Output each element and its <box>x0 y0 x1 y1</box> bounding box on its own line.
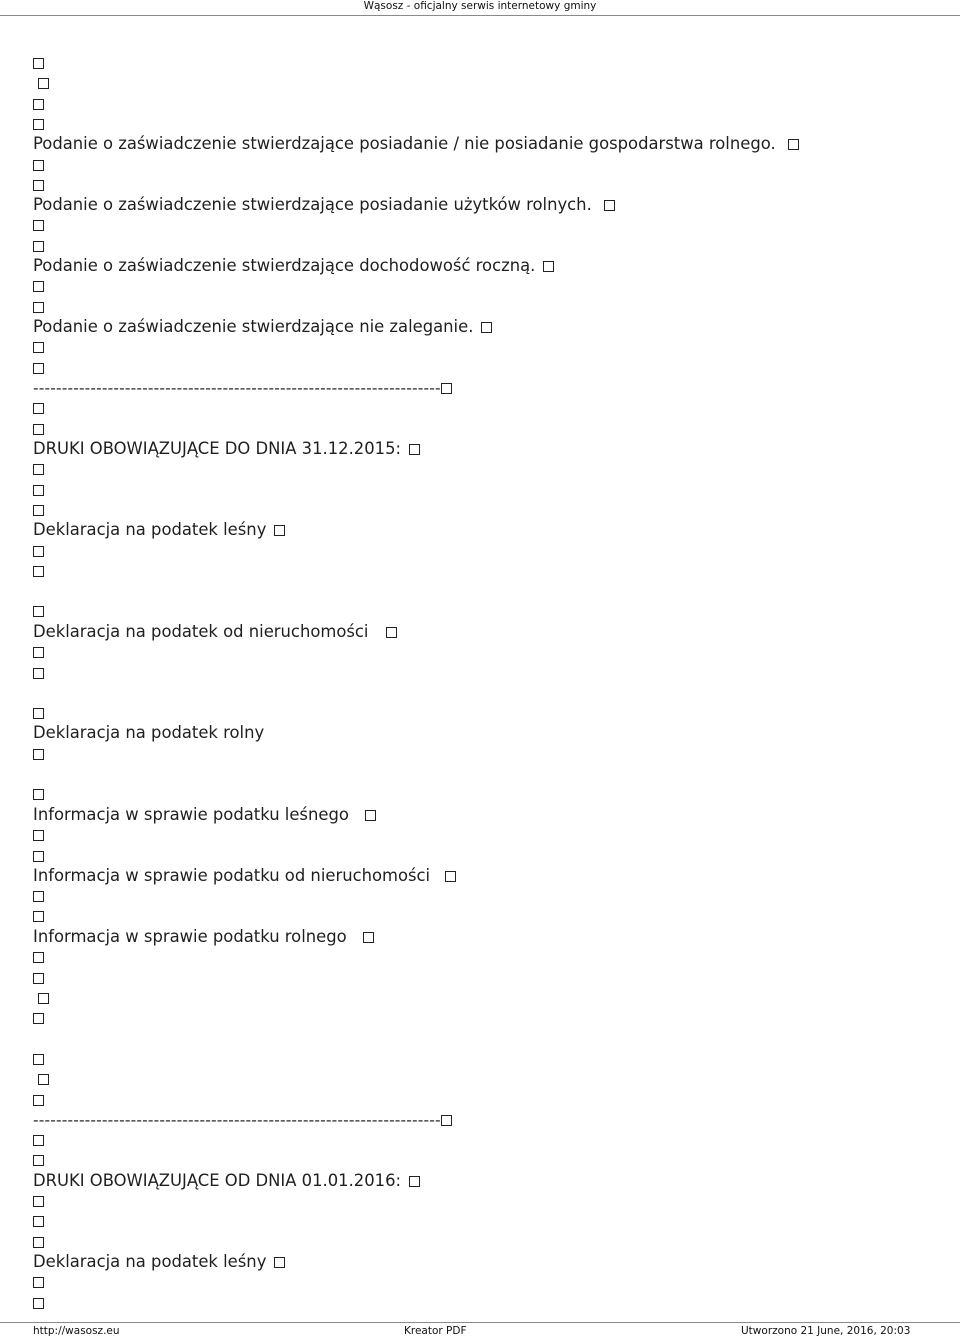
box-glyph-icon <box>604 200 615 211</box>
box-glyph-icon <box>33 119 44 130</box>
footer-created: Utworzono 21 June, 2016, 20:03 <box>741 1325 911 1337</box>
box-glyph-icon <box>33 241 44 252</box>
document-link[interactable]: Podanie o zaświadczenie stwierdzające dochodowość roczną. <box>33 256 536 275</box>
placeholder-box <box>33 419 44 439</box>
box-glyph-icon <box>33 403 44 414</box>
placeholder-box <box>33 459 44 479</box>
placeholder-box <box>33 53 44 73</box>
box-glyph-icon <box>386 627 397 638</box>
box-glyph-icon <box>33 647 44 658</box>
placeholder-box <box>33 663 44 683</box>
box-glyph-icon <box>33 1298 44 1309</box>
placeholder-box <box>33 155 44 175</box>
box-glyph-icon <box>33 281 44 292</box>
box-glyph-icon <box>33 606 44 617</box>
document-link-line[interactable] <box>33 723 264 743</box>
box-glyph-icon <box>33 342 44 353</box>
footer-generator: Kreator PDF <box>404 1325 467 1337</box>
box-glyph-icon <box>365 810 376 821</box>
placeholder-box <box>33 825 44 845</box>
placeholder-box <box>33 500 44 520</box>
box-glyph-icon <box>788 139 799 150</box>
box-glyph-icon <box>409 1176 420 1187</box>
box-glyph-icon <box>33 891 44 902</box>
placeholder-box <box>33 541 44 561</box>
box-glyph-icon <box>33 1095 44 1106</box>
placeholder-box <box>33 906 44 926</box>
placeholder-box <box>33 297 44 317</box>
separator-line <box>33 378 452 398</box>
box-glyph-icon <box>33 546 44 557</box>
document-link[interactable]: Deklaracja na podatek rolny <box>33 723 265 742</box>
box-glyph-icon <box>33 160 44 171</box>
placeholder-box <box>33 215 44 235</box>
placeholder-box <box>33 1211 44 1231</box>
document-link[interactable]: Deklaracja na podatek od nieruchomości <box>33 622 369 641</box>
dashed-separator: ----------------------------------------------------------------------- <box>33 1111 441 1129</box>
separator-line <box>33 1110 452 1130</box>
placeholder-box <box>33 947 44 967</box>
placeholder-box <box>33 480 44 500</box>
placeholder-box <box>33 1130 44 1150</box>
placeholder-box <box>33 358 44 378</box>
box-glyph-icon <box>33 464 44 475</box>
placeholder-box <box>33 236 44 256</box>
placeholder-box <box>33 94 44 114</box>
page-footer <box>0 1322 960 1339</box>
placeholder-box <box>33 561 44 581</box>
document-link-line[interactable] <box>33 927 374 947</box>
document-link[interactable]: Informacja w sprawie podatku od nieruchomości <box>33 866 431 885</box>
placeholder-box <box>33 642 44 662</box>
box-glyph-icon <box>543 261 554 272</box>
box-glyph-icon <box>33 99 44 110</box>
box-glyph-icon <box>274 1257 285 1268</box>
document-link-line[interactable] <box>33 317 492 337</box>
box-glyph-icon <box>409 444 420 455</box>
placeholder-box <box>33 1232 44 1252</box>
document-link[interactable]: Informacja w sprawie podatku leśnego <box>33 805 349 824</box>
box-glyph-icon <box>33 485 44 496</box>
box-glyph-icon <box>441 1115 452 1126</box>
box-glyph-icon <box>33 749 44 760</box>
placeholder-box <box>33 175 44 195</box>
box-glyph-icon <box>38 1074 49 1085</box>
document-link-line[interactable] <box>33 866 456 886</box>
document-link[interactable]: Podanie o zaświadczenie stwierdzające posiadanie użytków rolnych. <box>33 195 592 214</box>
box-glyph-icon <box>38 78 49 89</box>
placeholder-box <box>33 276 44 296</box>
section-heading-line <box>33 1171 420 1191</box>
box-glyph-icon <box>33 220 44 231</box>
box-glyph-icon <box>33 851 44 862</box>
box-glyph-icon <box>445 871 456 882</box>
placeholder-box <box>33 703 44 723</box>
placeholder-box <box>33 398 44 418</box>
footer-url[interactable]: http://wasosz.eu <box>33 1325 120 1337</box>
box-glyph-icon <box>33 973 44 984</box>
site-title: Wąsosz - oficjalny serwis internetowy gminy <box>363 0 597 12</box>
document-link-line[interactable] <box>33 805 376 825</box>
box-glyph-icon <box>363 932 374 943</box>
box-glyph-icon <box>33 363 44 374</box>
dashed-separator: ----------------------------------------------------------------------- <box>33 379 441 397</box>
placeholder-box <box>33 846 44 866</box>
box-glyph-icon <box>33 1013 44 1024</box>
box-glyph-icon <box>33 1216 44 1227</box>
box-glyph-icon <box>481 322 492 333</box>
document-link-line[interactable] <box>33 520 285 540</box>
box-glyph-icon <box>33 1135 44 1146</box>
placeholder-box <box>33 114 44 134</box>
placeholder-box <box>33 1293 44 1313</box>
box-glyph-icon <box>441 383 452 394</box>
placeholder-box <box>33 1008 44 1028</box>
box-glyph-icon <box>33 1237 44 1248</box>
section-heading: DRUKI OBOWIĄZUJĄCE DO DNIA 31.12.2015: <box>33 439 402 458</box>
section-heading: DRUKI OBOWIĄZUJĄCE OD DNIA 01.01.2016: <box>33 1171 402 1190</box>
placeholder-box <box>38 1069 49 1089</box>
document-link[interactable]: Deklaracja na podatek leśny <box>33 520 267 539</box>
placeholder-box <box>33 1090 44 1110</box>
box-glyph-icon <box>33 830 44 841</box>
placeholder-box <box>33 784 44 804</box>
placeholder-box <box>33 1191 44 1211</box>
placeholder-box <box>38 988 49 1008</box>
box-glyph-icon <box>33 911 44 922</box>
box-glyph-icon <box>33 505 44 516</box>
placeholder-box <box>38 73 49 93</box>
box-glyph-icon <box>33 708 44 719</box>
box-glyph-icon <box>33 180 44 191</box>
box-glyph-icon <box>33 668 44 679</box>
placeholder-box <box>33 886 44 906</box>
placeholder-box <box>33 337 44 357</box>
placeholder-box <box>33 1150 44 1170</box>
box-glyph-icon <box>33 424 44 435</box>
document-link[interactable]: Podanie o zaświadczenie stwierdzające posiadanie / nie posiadanie gospodarstwa rolnego. <box>33 134 776 153</box>
placeholder-box <box>33 1049 44 1069</box>
placeholder-box <box>33 744 44 764</box>
document-link-line[interactable] <box>33 195 615 215</box>
document-link-line[interactable] <box>33 622 397 642</box>
document-link-line[interactable] <box>33 256 554 276</box>
box-glyph-icon <box>33 58 44 69</box>
document-link-line[interactable] <box>33 1252 285 1272</box>
document-link[interactable]: Podanie o zaświadczenie stwierdzające nie zaleganie. <box>33 317 474 336</box>
box-glyph-icon <box>33 1155 44 1166</box>
box-glyph-icon <box>33 789 44 800</box>
box-glyph-icon <box>33 952 44 963</box>
placeholder-box <box>33 1272 44 1292</box>
box-glyph-icon <box>38 993 49 1004</box>
document-link-line[interactable] <box>33 134 799 154</box>
box-glyph-icon <box>33 1277 44 1288</box>
document-link[interactable]: Deklaracja na podatek leśny <box>33 1252 267 1271</box>
box-glyph-icon <box>33 1054 44 1065</box>
box-glyph-icon <box>33 302 44 313</box>
box-glyph-icon <box>33 1196 44 1207</box>
placeholder-box <box>33 601 44 621</box>
box-glyph-icon <box>274 525 285 536</box>
document-link[interactable]: Informacja w sprawie podatku rolnego <box>33 927 347 946</box>
section-heading-line <box>33 439 420 459</box>
box-glyph-icon <box>33 566 44 577</box>
placeholder-box <box>33 968 44 988</box>
